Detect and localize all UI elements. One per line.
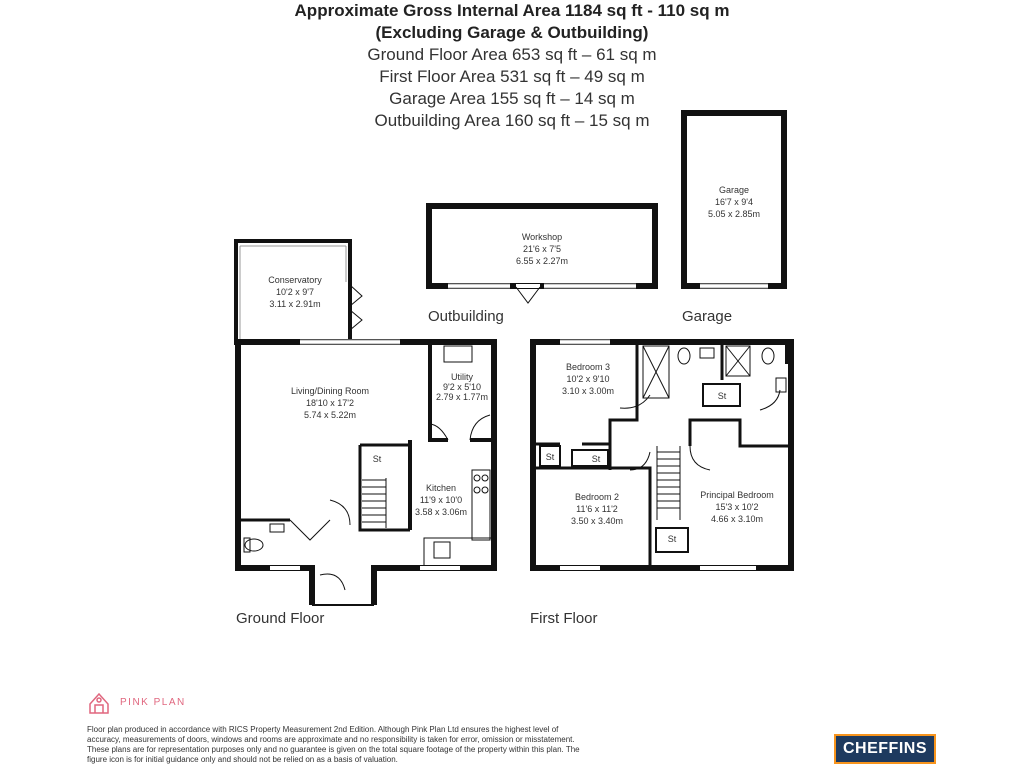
storage-label-4: St: [667, 534, 677, 544]
garage-room-imperial: 16'7 x 9'4: [715, 197, 753, 207]
bedroom3-room-metric: 3.10 x 3.00m: [561, 386, 615, 396]
bedroom2-room-metric: 3.50 x 3.40m: [570, 516, 624, 526]
conservatory-room-imperial: 10'2 x 9'7: [276, 287, 314, 297]
kitchen-room-imperial: 11'9 x 10'0: [419, 495, 463, 505]
principal-room-imperial: 15'3 x 10'2: [715, 502, 759, 512]
storage-label-3: St: [717, 391, 727, 401]
workshop-room-metric: 6.55 x 2.27m: [515, 256, 569, 266]
cheffins-logo: [834, 734, 936, 764]
bedroom2-room-imperial: 11'6 x 11'2: [576, 504, 618, 514]
ground-floor-label: Ground Floor: [236, 610, 325, 627]
cheffins-logo-text: CHEFFINS: [836, 736, 934, 762]
conservatory-room-metric: 3.11 x 2.91m: [269, 299, 321, 309]
outbuilding-area: Outbuilding Area 160 sq ft – 15 sq m: [374, 111, 650, 130]
living-room-metric: 5.74 x 5.22m: [303, 410, 357, 420]
conservatory-room-name: Conservatory: [268, 275, 322, 285]
workshop-room-name: Workshop: [521, 232, 563, 242]
ground-floor-structure: [236, 241, 494, 605]
title-line-1: Approximate Gross Internal Area 1184 sq ft - 110 sq m: [294, 1, 730, 20]
utility-room-imperial: 9'2 x 5'10: [443, 382, 481, 392]
storage-label-2: St: [591, 454, 601, 464]
kitchen-room-name: Kitchen: [425, 483, 457, 493]
storage-label-1: St: [545, 452, 555, 462]
workshop-structure: [429, 206, 655, 303]
utility-room-name: Utility: [451, 372, 473, 382]
title-line-2: (Excluding Garage & Outbuilding): [375, 23, 649, 42]
bedroom3-room-name: Bedroom 3: [565, 362, 611, 372]
garage-room-metric: 5.05 x 2.85m: [707, 209, 761, 219]
utility-room-metric: 2.79 x 1.77m: [435, 392, 489, 402]
kitchen-room-metric: 3.58 x 3.06m: [414, 507, 468, 517]
garage-room-name: Garage: [718, 185, 750, 195]
outbuilding-label: Outbuilding: [428, 308, 504, 325]
pink-plan-logo-text: PINK PLAN: [120, 697, 186, 708]
living-room-name: Living/Dining Room: [290, 386, 370, 396]
bedroom2-room-name: Bedroom 2: [574, 492, 620, 502]
first-floor-area: First Floor Area 531 sq ft – 49 sq m: [379, 67, 645, 86]
principal-room-metric: 4.66 x 3.10m: [710, 514, 764, 524]
garage-area: Garage Area 155 sq ft – 14 sq m: [389, 89, 635, 108]
workshop-room-imperial: 21'6 x 7'5: [523, 244, 561, 254]
ground-floor-area: Ground Floor Area 653 sq ft – 61 sq m: [367, 45, 657, 64]
principal-room-name: Principal Bedroom: [700, 490, 774, 500]
living-room-imperial: 18'10 x 17'2: [306, 398, 354, 408]
first-floor-label: First Floor: [530, 610, 598, 627]
storage-label-ground: St: [372, 454, 382, 464]
disclaimer-text: Floor plan produced in accordance with RICS Property Measurement 2nd Edition. Although Pink Plan Ltd ensures the highest level of accuracy, measurements of doors, windows and rooms are approximate and no responsibility is taken for error, omission or misstatement. These plans are for representation purposes only and no guarantee is given on the total square footage of the property within this plan. The figure icon is for initial guidance only and should not be relied on as a basis of valuation.: [87, 725, 580, 764]
pink-plan-logo-icon: [90, 694, 108, 713]
garage-label: Garage: [682, 308, 733, 325]
bedroom3-room-imperial: 10'2 x 9'10: [566, 374, 610, 384]
